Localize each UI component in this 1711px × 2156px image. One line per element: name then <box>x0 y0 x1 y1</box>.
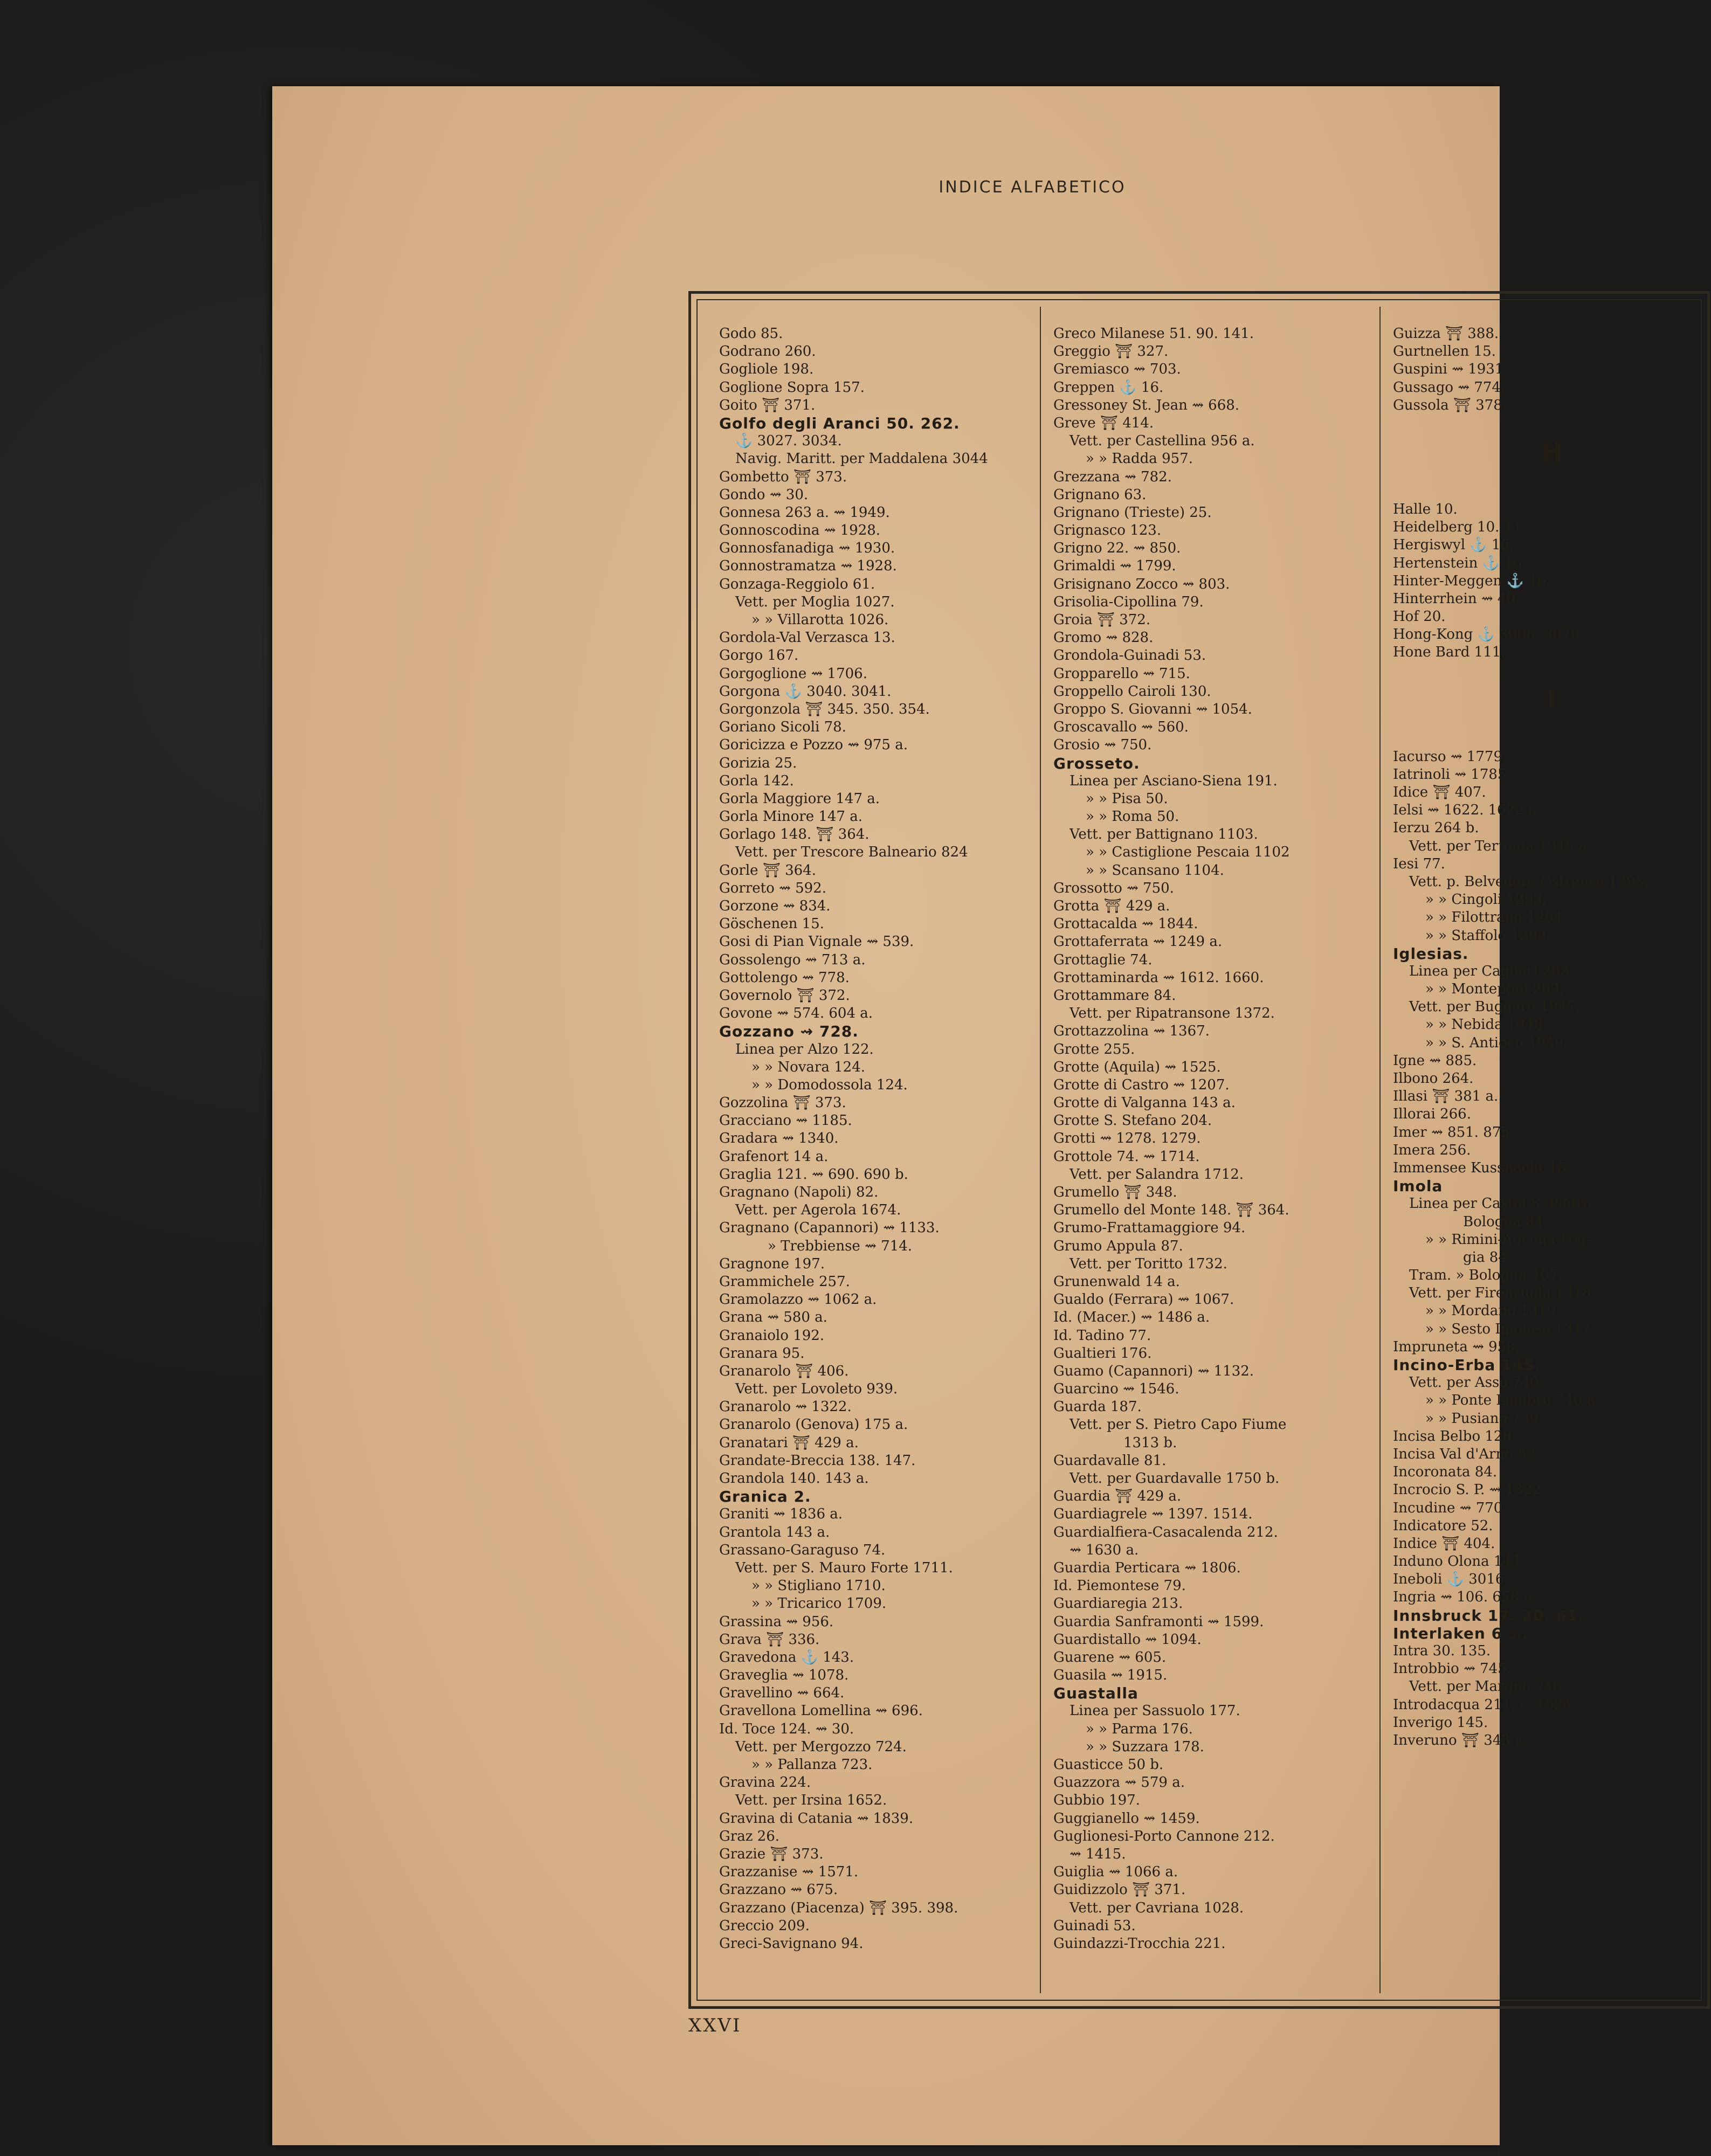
index-entry: Hof 20. <box>1393 609 1446 625</box>
index-entry: » » Cingoli 1293. <box>1425 892 1547 908</box>
index-entry: Introdacqua 211. ⇝ 1524. <box>1393 1696 1577 1713</box>
index-entry: Gozzano ⇝ 728. <box>719 1022 859 1041</box>
index-entry: Incoronata 84. <box>1393 1464 1498 1481</box>
index-entry: Groscavallo ⇝ 560. <box>1053 719 1189 736</box>
index-entry: Guiglia ⇝ 1066 a. <box>1053 1864 1178 1881</box>
index-entry: Grunenwald 14 a. <box>1053 1273 1180 1290</box>
index-entry: Grumo Appula 87. <box>1053 1238 1183 1254</box>
index-entry: Gordola-Val Verzasca 13. <box>719 630 895 646</box>
index-entry: Grottazzolina ⇝ 1367. <box>1053 1023 1210 1040</box>
index-entry: Hong-Kong ⚓ 3006. 3079. <box>1393 626 1584 643</box>
index-entry: Vett. per Castellina 956 a. <box>1070 433 1255 450</box>
index-entry: Granica 2. <box>719 1488 811 1506</box>
index-entry: Gremiasco ⇝ 703. <box>1053 361 1181 378</box>
index-entry: Guinadi 53. <box>1053 1917 1136 1934</box>
index-entry: Guspini ⇝ 1931. <box>1393 361 1508 378</box>
index-entry: Grammichele 257. <box>719 1273 850 1290</box>
index-entry: » Trebbiense ⇝ 714. <box>768 1238 912 1254</box>
index-entry: Guardia ⛩ 429 a. <box>1053 1488 1182 1505</box>
index-entry: Grottammare 84. <box>1053 987 1176 1004</box>
index-entry: Greccio 209. <box>719 1917 810 1934</box>
index-entry: Grotte (Aquila) ⇝ 1525. <box>1053 1059 1221 1075</box>
index-entry: » » Ponte Lambro 740 a <box>1425 1392 1596 1409</box>
index-entry: Imera 256. <box>1393 1142 1471 1158</box>
index-entry: Vett. per Margno 746. <box>1409 1678 1567 1695</box>
index-entry: Halle 10. <box>1393 501 1458 517</box>
index-entry: Ilbono 264. <box>1393 1070 1474 1087</box>
section-letter-i: I <box>1547 685 1557 714</box>
index-entry: » » Pallanza 723. <box>751 1757 873 1773</box>
index-entry: Gondo ⇝ 30. <box>719 486 809 503</box>
index-entry: Grondola-Guinadi 53. <box>1053 647 1206 664</box>
index-entry: Incudine ⇝ 770. <box>1393 1499 1507 1516</box>
index-entry: Vett. per Tertenia 1945 a. <box>1409 838 1591 854</box>
index-entry: Graglia 121. ⇝ 690. 690 b. <box>719 1166 908 1183</box>
index-entry: Gorla Minore 147 a. <box>719 808 863 825</box>
index-entry: Gromo ⇝ 828. <box>1053 630 1154 646</box>
index-entry: Gorreto ⇝ 592. <box>719 880 826 896</box>
index-entry: Grotta ⛩ 429 a. <box>1053 898 1170 914</box>
index-entry: Illorai 266. <box>1393 1106 1471 1123</box>
index-entry: Godrano 260. <box>719 343 816 360</box>
index-entry: Govone ⇝ 574. 604 a. <box>719 1005 873 1022</box>
index-entry: » » Novara 124. <box>751 1059 866 1075</box>
index-entry: Greco Milanese 51. 90. 141. <box>1053 326 1254 342</box>
index-entry: Guindazzi-Trocchia 221. <box>1053 1935 1226 1952</box>
index-entry: Tram. » Bologna 407. <box>1409 1267 1563 1284</box>
index-entry: Gonzaga-Reggiolo 61. <box>719 576 875 592</box>
index-entry: Gragnone 197. <box>719 1255 825 1272</box>
index-entry: Guidizzolo ⛩ 371. <box>1053 1882 1186 1898</box>
index-entry: » » Parma 176. <box>1086 1720 1193 1737</box>
index-entry: Golfo degli Aranci 50. 262. <box>719 414 960 432</box>
index-entry: Vett. per Battignano 1103. <box>1070 826 1258 843</box>
index-entry: Innsbruck 17. 20. 61. <box>1393 1606 1585 1625</box>
index-column-3-h <box>1393 501 1711 662</box>
index-entry: Vett. per Firenzuola 1318. <box>1409 1285 1596 1302</box>
index-entry: Bologna 84. <box>1463 1213 1548 1230</box>
index-entry: Vett. p. Belvedere Ostrense 1295. <box>1409 873 1649 890</box>
index-entry: Granarolo (Genova) 175 a. <box>719 1416 908 1433</box>
index-entry: Hone Bard 111. <box>1393 644 1506 661</box>
index-entry: Grazzano ⇝ 675. <box>719 1882 838 1898</box>
index-entry: Gorlago 148. ⛩ 364. <box>719 826 870 843</box>
index-entry: Id. Tadino 77. <box>1053 1327 1151 1344</box>
page-number: XXVI <box>688 2015 742 2036</box>
index-entry: Greggio ⛩ 327. <box>1053 343 1169 360</box>
index-entry: Ineboli ⚓ 3016. <box>1393 1571 1509 1588</box>
section-letter-h: H <box>1541 437 1563 467</box>
index-entry: Gorle ⛩ 364. <box>719 862 816 879</box>
index-entry: Gravina 224. <box>719 1774 811 1791</box>
index-entry: Guarcino ⇝ 1546. <box>1053 1381 1179 1398</box>
index-entry: » » Sesto Imolese 1317. <box>1425 1321 1595 1337</box>
index-entry: Gonnostramatza ⇝ 1928. <box>719 558 897 575</box>
index-entry: Guastalla <box>1053 1684 1139 1703</box>
index-entry: » » Scansano 1104. <box>1086 862 1224 879</box>
index-column-1 <box>719 325 1021 1953</box>
index-entry: Linea per Alzo 122. <box>735 1041 874 1058</box>
index-entry: Incisa Belbo 128. <box>1393 1428 1516 1445</box>
index-entry: Vett. per Salandra 1712. <box>1070 1166 1244 1183</box>
index-entry: » » Mordano 1319. <box>1425 1303 1561 1319</box>
index-entry: Guamo (Capannori) ⇝ 1132. <box>1053 1363 1254 1379</box>
index-entry: Grassano-Garaguso 74. <box>719 1542 886 1558</box>
index-entry: Guazzora ⇝ 579 a. <box>1053 1774 1185 1791</box>
index-entry: Iatrinoli ⇝ 1785. <box>1393 766 1511 783</box>
index-entry: Guardialfiera-Casacalenda 212. <box>1053 1524 1278 1540</box>
index-entry: » » Suzzara 178. <box>1086 1738 1204 1755</box>
index-entry: Vett. per Irsina 1652. <box>735 1792 887 1809</box>
index-entry: Guasticce 50 b. <box>1053 1757 1164 1773</box>
index-column-3-g <box>1393 325 1711 414</box>
index-entry: Grandate-Breccia 138. 147. <box>719 1452 916 1469</box>
index-entry: Iesi 77. <box>1393 855 1445 872</box>
index-entry: » » Pisa 50. <box>1086 790 1168 807</box>
index-entry: Grandola 140. 143 a. <box>719 1470 869 1487</box>
index-entry: Gorgoglione ⇝ 1706. <box>719 665 867 682</box>
index-entry: Imola <box>1393 1177 1443 1196</box>
index-entry: Grisolia-Cipollina 79. <box>1053 593 1204 610</box>
index-entry: Iacurso ⇝ 1779. <box>1393 748 1507 765</box>
index-entry: ⇝ 1415. <box>1070 1846 1126 1862</box>
index-entry: Igne ⇝ 885. <box>1393 1052 1477 1069</box>
index-entry: Grossotto ⇝ 750. <box>1053 880 1174 896</box>
index-entry: Linea per Sassuolo 177. <box>1070 1703 1240 1719</box>
index-entry: Gorgona ⚓ 3040. 3041. <box>719 683 892 700</box>
index-entry: Gurtnellen 15. <box>1393 343 1496 360</box>
index-entry: Grazzano (Piacenza) ⛩ 395. 398. <box>719 1899 958 1916</box>
index-entry: Graz 26. <box>719 1828 780 1844</box>
index-entry: » » Filottrano 1294. <box>1425 909 1567 926</box>
index-entry: Imer ⇝ 851. 875. <box>1393 1124 1515 1141</box>
index-entry: Grana ⇝ 580 a. <box>719 1309 827 1326</box>
index-entry: Granarolo ⛩ 406. <box>719 1363 849 1379</box>
index-entry: Greve ⛩ 414. <box>1053 414 1154 431</box>
running-head: INDICE ALFABETICO <box>939 178 1126 197</box>
index-entry: Gualdo (Ferrara) ⇝ 1067. <box>1053 1291 1234 1308</box>
index-entry: Greppen ⚓ 16. <box>1053 379 1164 396</box>
index-entry: Grottole 74. ⇝ 1714. <box>1053 1148 1200 1165</box>
index-entry: Grottaglie 74. <box>1053 951 1153 968</box>
index-entry: Grosio ⇝ 750. <box>1053 737 1152 754</box>
index-entry: Grava ⛩ 336. <box>719 1631 820 1648</box>
index-entry: Gozzolina ⛩ 373. <box>719 1095 846 1111</box>
index-entry: Gogliole 198. <box>719 361 814 378</box>
index-entry: Gorgo 167. <box>719 647 799 664</box>
index-entry: Graveglia ⇝ 1078. <box>719 1667 849 1684</box>
index-entry: Vett. per Buggero 1947. <box>1409 999 1581 1015</box>
index-frame-inner <box>696 299 1702 2001</box>
index-entry: Goriano Sicoli 78. <box>719 719 846 736</box>
index-entry: Gonnoscodina ⇝ 1928. <box>719 522 881 539</box>
index-entry: Godo 85. <box>719 326 783 342</box>
index-entry: Heidelberg 10. 11. <box>1393 519 1527 536</box>
index-entry: Guardistallo ⇝ 1094. <box>1053 1631 1202 1648</box>
index-entry: Grazie ⛩ 373. <box>719 1846 824 1862</box>
index-entry: Vett. per Mergozzo 724. <box>735 1738 907 1755</box>
index-column-3-i <box>1393 748 1711 1750</box>
index-entry: Gottolengo ⇝ 778. <box>719 969 850 986</box>
index-entry: Idice ⛩ 407. <box>1393 784 1486 800</box>
column-divider <box>1040 307 1041 1993</box>
index-entry: Guardia Sanframonti ⇝ 1599. <box>1053 1613 1264 1630</box>
index-entry: » » Rimini-Ancona-Fog- <box>1425 1231 1591 1248</box>
index-entry: ⇝ 1630 a. <box>1070 1542 1139 1558</box>
index-entry: Granaiolo 192. <box>719 1327 825 1344</box>
index-entry: Grottaferrata ⇝ 1249 a. <box>1053 934 1223 950</box>
index-entry: Gramolazzo ⇝ 1062 a. <box>719 1291 877 1308</box>
index-entry: Linea per Cagliari 263. <box>1409 963 1574 979</box>
index-entry: Interlaken 6 ⚓. <box>1393 1624 1529 1642</box>
index-entry: Gussago ⇝ 774. <box>1393 379 1506 396</box>
index-entry: Grigno 22. ⇝ 850. <box>1053 540 1181 557</box>
index-entry: Gravellino ⇝ 664. <box>719 1685 845 1702</box>
index-entry: » » Stigliano 1710. <box>751 1578 886 1594</box>
index-entry: » » Domodossola 124. <box>751 1076 908 1093</box>
index-entry: Gressoney St. Jean ⇝ 668. <box>1053 397 1240 413</box>
index-entry: » » S. Antioco 1949. <box>1425 1034 1568 1051</box>
index-entry: ⚓ 3027. 3034. <box>735 433 842 450</box>
index-entry: Gorla Maggiore 147 a. <box>719 790 880 807</box>
index-entry: Linea per Asciano-Siena 191. <box>1070 772 1278 789</box>
index-entry: Id. (Macer.) ⇝ 1486 a. <box>1053 1309 1210 1326</box>
index-entry: Granarolo ⇝ 1322. <box>719 1399 852 1415</box>
index-entry: Gossolengo ⇝ 713 a. <box>719 951 866 968</box>
index-entry: Göschenen 15. <box>719 916 824 932</box>
index-entry: Introbbio ⇝ 745. <box>1393 1661 1512 1677</box>
index-entry: Hertenstein ⚓ 16. <box>1393 555 1527 571</box>
index-entry: Gropparello ⇝ 715. <box>1053 665 1190 682</box>
index-entry: Vett. per Agerola 1674. <box>735 1202 901 1219</box>
index-entry: Grotte di Valganna 143 a. <box>1053 1095 1236 1111</box>
index-entry: Guarene ⇝ 605. <box>1053 1649 1167 1666</box>
index-entry: Guglionesi-Porto Cannone 212. <box>1053 1828 1275 1844</box>
index-entry: Gonnesa 263 a. ⇝ 1949. <box>719 504 890 521</box>
index-entry: Vett. per S. Pietro Capo Fiume <box>1070 1416 1287 1433</box>
index-entry: Guardiagrele ⇝ 1397. 1514. <box>1053 1506 1253 1523</box>
index-entry: Granatari ⛩ 429 a. <box>719 1434 859 1451</box>
index-entry: Grignasco 123. <box>1053 522 1162 539</box>
index-entry: Vett. per Ripatransone 1372. <box>1070 1005 1275 1022</box>
index-entry: Governolo ⛩ 372. <box>719 987 850 1004</box>
index-entry: Grezzana ⇝ 782. <box>1053 468 1172 485</box>
index-entry: Hinter-Meggen ⚓ 16. <box>1393 572 1551 589</box>
index-entry: Ierzu 264 b. <box>1393 820 1479 837</box>
index-entry: » » Roma 50. <box>1086 808 1179 825</box>
index-entry: Gravellona Lomellina ⇝ 696. <box>719 1703 923 1719</box>
index-entry: Guarda 187. <box>1053 1399 1142 1415</box>
index-entry: Grumello ⛩ 348. <box>1053 1184 1177 1200</box>
index-entry: Grotte 255. <box>1053 1041 1135 1058</box>
index-entry: Gragnano (Capannori) ⇝ 1133. <box>719 1220 940 1236</box>
index-entry: Indicatore 52. <box>1393 1517 1493 1534</box>
index-entry: Greci-Savignano 94. <box>719 1935 864 1952</box>
index-entry: Gussola ⛩ 378. <box>1393 397 1507 413</box>
index-entry: Navig. Maritt. per Maddalena 3044 <box>735 451 988 467</box>
index-entry: Vett. per Guardavalle 1750 b. <box>1070 1470 1280 1487</box>
index-entry: Grotti ⇝ 1278. 1279. <box>1053 1130 1201 1147</box>
index-entry: Vett. per S. Mauro Forte 1711. <box>735 1559 953 1576</box>
index-entry: Granara 95. <box>719 1345 805 1362</box>
index-entry: Grafenort 14 a. <box>719 1148 829 1165</box>
index-entry: Groppello Cairoli 130. <box>1053 683 1211 700</box>
index-entry: Guardavalle 81. <box>1053 1452 1167 1469</box>
index-entry: Grotte di Castro ⇝ 1207. <box>1053 1076 1230 1093</box>
index-entry: gia 84. <box>1463 1249 1512 1266</box>
index-entry: Gracciano ⇝ 1185. <box>719 1112 852 1129</box>
index-entry: Impruneta ⇝ 958. <box>1393 1338 1520 1355</box>
index-entry: Groia ⛩ 372. <box>1053 612 1151 628</box>
index-entry: Id. Piemontese 79. <box>1053 1578 1186 1594</box>
index-entry: Vett. per Toritto 1732. <box>1070 1255 1227 1272</box>
index-entry: Induno Olona 144. <box>1393 1553 1525 1570</box>
index-entry: Gorzone ⇝ 834. <box>719 898 831 914</box>
index-entry: Gonnosfanadiga ⇝ 1930. <box>719 540 895 557</box>
index-entry: Inveruno ⛩ 343 a. <box>1393 1732 1528 1749</box>
index-entry: Grazzanise ⇝ 1571. <box>719 1864 859 1881</box>
index-entry: » » Staffolo 1292. <box>1425 927 1551 944</box>
index-entry: Grantola 143 a. <box>719 1524 830 1540</box>
index-entry: Id. Toce 124. ⇝ 30. <box>719 1720 854 1737</box>
index-entry: Goito ⛩ 371. <box>719 397 816 413</box>
index-entry: Illasi ⛩ 381 a. <box>1393 1088 1499 1105</box>
index-entry: Incisa Val d'Arno 52. <box>1393 1446 1540 1462</box>
index-entry: Iglesias. <box>1393 944 1469 963</box>
index-entry: Grottaminarda ⇝ 1612. 1660. <box>1053 969 1264 986</box>
index-entry: Groppo S. Giovanni ⇝ 1054. <box>1053 701 1252 717</box>
index-entry: 1313 b. <box>1123 1434 1177 1451</box>
index-entry: Inverigo 145. <box>1393 1714 1488 1731</box>
index-entry: » » Radda 957. <box>1086 451 1193 467</box>
index-entry: Gorgonzola ⛩ 345. 350. 354. <box>719 701 930 717</box>
index-entry: Hergiswyl ⚓ 16. <box>1393 537 1514 554</box>
index-entry: Graniti ⇝ 1836 a. <box>719 1506 843 1523</box>
index-entry: Linea per Castel S. Pietro – <box>1409 1196 1603 1212</box>
index-entry: » » Villarotta 1026. <box>751 612 889 628</box>
index-entry: Vett. per Asso 740. <box>1409 1374 1544 1391</box>
index-entry: Ielsi ⇝ 1622. 1622 a. <box>1393 802 1541 819</box>
index-column-2 <box>1053 325 1377 1953</box>
index-entry: Guggianello ⇝ 1459. <box>1053 1810 1200 1827</box>
index-entry: Vett. per Cavriana 1028. <box>1070 1899 1244 1916</box>
index-entry: Gravedona ⚓ 143. <box>719 1649 854 1666</box>
index-entry: Grassina ⇝ 956. <box>719 1613 834 1630</box>
index-entry: Incrocio S. P. ⇝ 1322. <box>1393 1482 1546 1498</box>
index-entry: Grignano (Trieste) 25. <box>1053 504 1212 521</box>
index-entry: Vett. per Moglia 1027. <box>735 593 895 610</box>
index-entry: Gombetto ⛩ 373. <box>719 468 847 485</box>
index-entry: Goricizza e Pozzo ⇝ 975 a. <box>719 737 908 754</box>
index-entry: Gorizia 25. <box>719 755 797 771</box>
index-entry: Intra 30. 135. <box>1393 1643 1491 1659</box>
index-entry: Guasila ⇝ 1915. <box>1053 1667 1168 1684</box>
index-entry: Grumo-Frattamaggiore 94. <box>1053 1220 1246 1236</box>
index-entry: Guizza ⛩ 388. <box>1393 326 1499 342</box>
index-entry: Grottacalda ⇝ 1844. <box>1053 916 1198 932</box>
index-entry: » » Monteponi 263. <box>1425 981 1564 998</box>
index-entry: Gorla 142. <box>719 772 794 789</box>
index-entry: Immensee Kussnacht 15. <box>1393 1159 1571 1176</box>
index-entry: Goglione Sopra 157. <box>719 379 865 396</box>
index-column-3 <box>1393 325 1711 1750</box>
index-entry: Ingria ⇝ 106. 658 a. <box>1393 1589 1537 1606</box>
index-entry: Grotte S. Stefano 204. <box>1053 1112 1212 1129</box>
index-entry: Grumello del Monte 148. ⛩ 364. <box>1053 1202 1289 1219</box>
column-divider <box>1379 307 1381 1993</box>
index-entry: Grimaldi ⇝ 1799. <box>1053 558 1176 575</box>
index-entry: Grignano 63. <box>1053 486 1147 503</box>
index-entry: Gualtieri 176. <box>1053 1345 1152 1362</box>
index-entry: Guardia Perticara ⇝ 1806. <box>1053 1559 1241 1576</box>
index-entry: Gradara ⇝ 1340. <box>719 1130 839 1147</box>
index-entry: » » Nebida 1948. <box>1425 1017 1548 1033</box>
index-entry: Gosi di Pian Vignale ⇝ 539. <box>719 934 914 950</box>
book-page <box>272 86 1649 2145</box>
index-entry: » » Tricarico 1709. <box>751 1595 887 1612</box>
index-entry: Grosseto. <box>1053 754 1140 772</box>
index-entry: Gubbio 197. <box>1053 1792 1140 1809</box>
index-entry: » » Castiglione Pescaia 1102 <box>1086 844 1290 861</box>
index-entry: Indice ⛩ 404. <box>1393 1535 1495 1552</box>
index-frame <box>688 291 1710 2009</box>
index-entry: » » Pusiano 739. <box>1425 1410 1543 1427</box>
index-entry: Guardiaregia 213. <box>1053 1595 1183 1612</box>
index-entry: Grisignano Zocco ⇝ 803. <box>1053 576 1230 592</box>
index-entry: Hinterrhein ⇝ 40. <box>1393 590 1520 607</box>
index-entry: Vett. per Lovoleto 939. <box>735 1381 898 1398</box>
index-entry: Gragnano (Napoli) 82. <box>719 1184 879 1200</box>
index-entry: Gravina di Catania ⇝ 1839. <box>719 1810 914 1827</box>
index-entry: Vett. per Trescore Balneario 824 <box>735 844 968 861</box>
index-entry: Incino-Erba 145. <box>1393 1356 1541 1374</box>
